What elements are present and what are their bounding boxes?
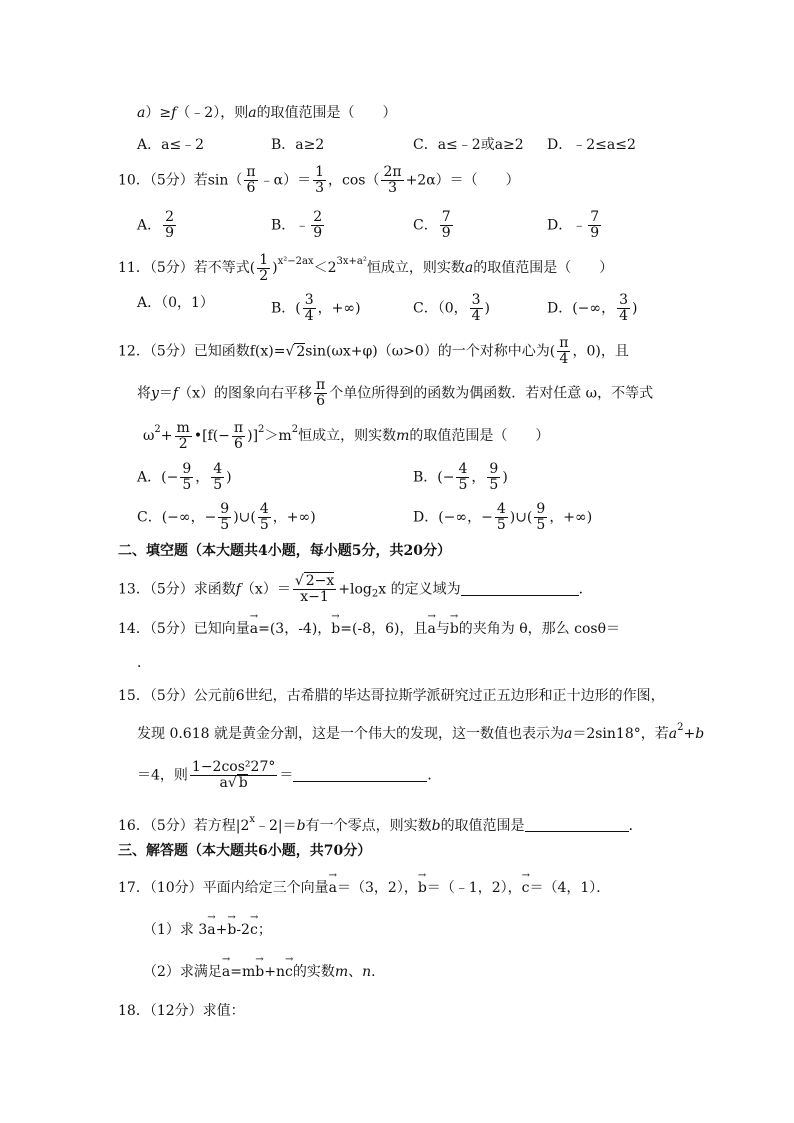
question-12-line-3: $\omega^2+$ $\frac{m}{2}$ •[f(− $\frac{\pi}{6}$ )]$^2>m^2$恒成立，则实数m的取值范围是（ ） (143, 419, 550, 452)
q11-option-c[interactable]: C．（0， $\frac{3}{4}$ ) (413, 292, 491, 324)
q12-option-b[interactable]: B．(− $\frac{4}{5}$ ， $\frac{9}{5}$ ) (413, 461, 508, 493)
q10-option-d[interactable]: D．﹣ $\frac{7}{9}$ (547, 209, 600, 241)
q12-option-a[interactable]: A．(− $\frac{9}{5}$ ， $\frac{4}{5}$ ) (137, 461, 232, 493)
fraction: $\frac{1}{3}$ (315, 164, 324, 196)
question-18: 18．（12分）求值： (118, 1003, 245, 1019)
question-15-line-2: 发现 0.618 就是黄金分割，这是一个伟大的发现，这一数值也表示为a＝2sin18°，若$a^2+b$ (137, 722, 705, 742)
question-17-part-2: （2）求满足→ a=m→ b+n→ c的实数m、n． (143, 962, 385, 982)
answer-blank-15[interactable] (293, 767, 427, 782)
q9-option-c[interactable]: C．a≤﹣2或a≥2 (413, 137, 524, 153)
section-3-heading: 三、解答题（本大题共6小题，共70分） (118, 843, 372, 859)
question-17: 17．（10分）平面内给定三个向量→ a＝（3，2），→ b＝（﹣1，2），→ c＝（4，1）． (118, 878, 610, 898)
question-13: 13．（5分）求函数f（x）＝ $\frac{√ 2-x}{x-1}$ $+\log_2x$ 的定义域为 ． (118, 573, 593, 605)
q14-end: ． (137, 655, 151, 671)
question-10: 10．（5分）若sin（ $\frac{\pi}{6}$ ﹣α）＝ $\frac{1}{3}$ ，cos（ $\frac{2\pi}{3}$ +2α）＝（ ） (118, 164, 520, 196)
q12-option-d[interactable]: D．(−∞，− $\frac{4}{5}$ )∪( $\frac{9}{5}$ ，+∞) (413, 501, 593, 533)
q10-option-c[interactable]: C． $\frac{7}{9}$ (413, 209, 451, 241)
question-17-part-1: （1）求 3→ a+→ b-2→ c； (143, 920, 272, 940)
question-14: 14．（5分）已知向量→ a=(3，-4)，→ b=(-8，6)，且→ a与→ b的夹角为 θ，那么 cosθ＝ (118, 619, 620, 639)
q10-option-b[interactable]: B．﹣ $\frac{2}{9}$ (271, 209, 323, 241)
q11-option-a[interactable]: A．（0，1） (137, 295, 214, 311)
answer-blank-13[interactable] (461, 581, 579, 596)
q11-option-d[interactable]: D．(−∞， $\frac{3}{4}$ ) (547, 292, 638, 324)
section-2-heading: 二、填空题（本大题共4小题，每小题5分，共20分） (118, 543, 451, 559)
question-12-line-1: 12．（5分）已知函数f(x)=√ 2sin(ωx+φ)（ω>0）的一个对称中心为( $\frac{\pi}{4}$ ，0)，且 (118, 335, 629, 367)
fraction: $\frac{1}{2}$ (259, 251, 269, 284)
q9-tail: a）≥f（﹣2），则a的取值范围是（ ） (137, 105, 397, 121)
question-15-line-1: 15．（5分）公元前6世纪，古希腊的毕达哥拉斯学派研究过正五边形和正十边形的作图， (118, 688, 665, 704)
question-16: 16．（5分）若方程$|2^x﹣2|=b$有一个零点，则实数b的取值范围是 ． (118, 814, 643, 834)
fraction: $\frac{2\pi}{3}$ (383, 164, 402, 196)
question-12-line-2: 将y＝f（x）的图象向右平移 $\frac{\pi}{6}$ 个单位所得到的函数为偶函数．若对任意 ω，不等式 (137, 377, 654, 409)
fraction: $\frac{\pi}{6}$ (246, 164, 256, 196)
q9-option-a[interactable]: A．a≤﹣2 (137, 137, 205, 153)
answer-blank-16[interactable] (525, 817, 629, 832)
q12-option-c[interactable]: C．(−∞，− $\frac{9}{5}$ )∪( $\frac{4}{5}$ ，+∞) (137, 501, 316, 533)
q11-option-b[interactable]: B．( $\frac{3}{4}$ ，+∞) (271, 292, 361, 324)
q9-option-d[interactable]: D．﹣2≤a≤2 (547, 137, 636, 153)
q10-option-a[interactable]: A． $\frac{2}{9}$ (137, 209, 175, 241)
question-11: 11．（5分）若不等式( $\frac{1}{2}$ )$^{x^2-2ax}<2^{3x+a^2}$恒成立，则实数a的取值范围是（ ） (118, 251, 614, 284)
q9-option-b[interactable]: B．a≥2 (271, 137, 325, 153)
question-15-line-3: ＝4，则 $\frac{\text{1−2cos²27°}}{a√ b}$ ＝ ． (137, 759, 442, 791)
